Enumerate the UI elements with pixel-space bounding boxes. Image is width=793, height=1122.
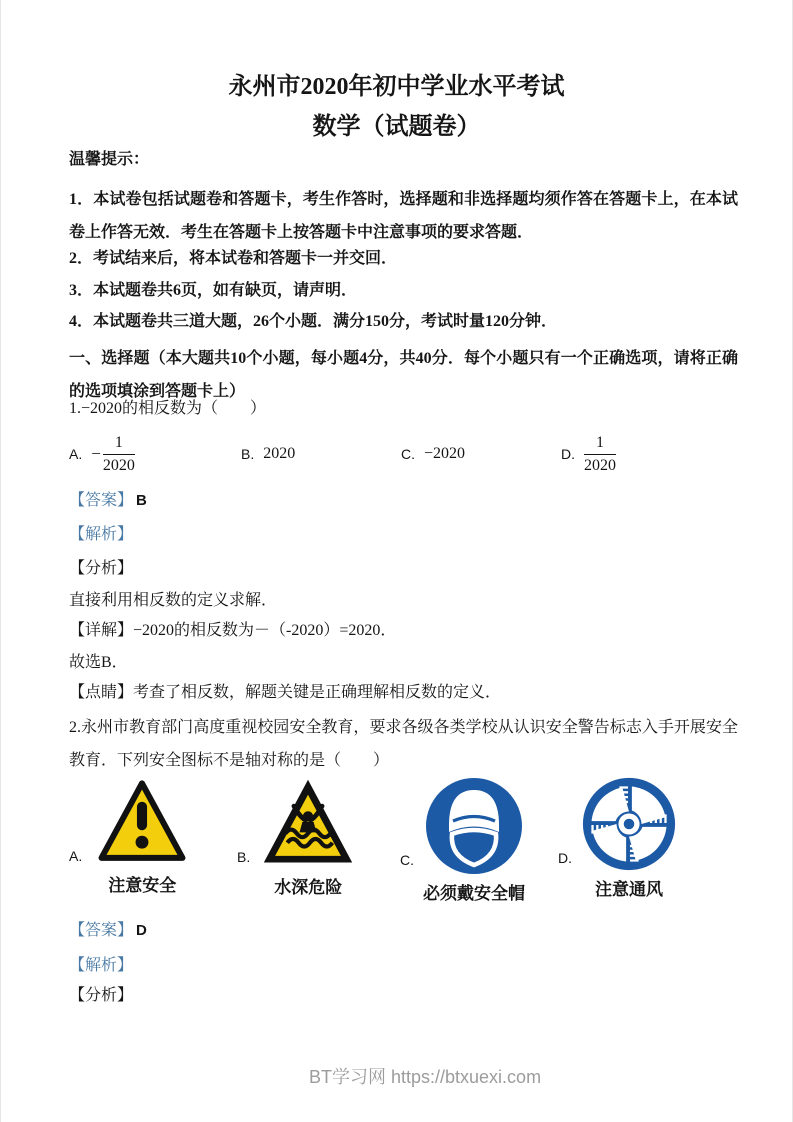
q1-detail-row: [69, 621, 738, 641]
option-value: 2020: [263, 445, 296, 462]
option-letter: D.: [558, 850, 572, 866]
watermark-site-text: BT学习网 https://btxuexi.com: [309, 1067, 542, 1087]
question2-stem: 2.永州市教育部门高度重视校园安全教育，要求各级各类学校从认识安全警告标志入手开展安全教育．下列安全图标不是轴对称的是（ ）: [69, 719, 738, 769]
minus-sign: −: [91, 444, 101, 463]
q2-option-c: [400, 776, 558, 904]
q1-option-a: [69, 432, 241, 477]
warning-triangle-icon: [91, 776, 193, 868]
option-letter: A.: [69, 848, 83, 864]
q2-option-a: [69, 776, 237, 896]
notice-item-4: 4．本试题卷共三道大题，26个小题．满分150分，考试时量120分钟．: [69, 313, 558, 330]
option-letter: B.: [237, 849, 251, 865]
q1-note-row: [69, 683, 738, 703]
notice-heading: 温馨提示：: [69, 151, 150, 168]
q1-option-b: [241, 445, 401, 463]
detail-text: −2020的相反数为－（-2020）=2020．: [133, 622, 397, 639]
notice-item-3: 3．本试题卷共6页，如有缺页，请声明．: [69, 282, 358, 299]
note-text: 考查了相反数，解题关键是正确理解相反数的定义．: [133, 684, 502, 701]
q1-analysis-text: 直接利用相反数的定义求解．: [69, 592, 278, 609]
ventilation-fan-icon: [581, 776, 677, 872]
option-letter: C.: [400, 852, 414, 868]
detail-label: 【详解】: [69, 622, 134, 639]
fraction-numerator: 1: [103, 432, 135, 455]
fraction-denominator: 2020: [584, 456, 616, 474]
section1-heading: 一、选择题（本大题共10个小题，每小题4分，共40分．每个小题只有一个正确选项，请将正确的选项填涂到答题卡上）: [69, 350, 738, 400]
option-value: −2020: [424, 445, 466, 462]
fraction: [103, 432, 135, 477]
sign-caption: 水深危险: [274, 878, 343, 897]
option-letter: B.: [241, 446, 255, 462]
fraction-numerator: 1: [584, 432, 616, 455]
answer-letter: D: [136, 922, 147, 939]
question1-options: [69, 426, 738, 482]
answer-letter: B: [136, 492, 147, 509]
option-letter: A.: [69, 446, 83, 462]
sign-caption: 注意通风: [595, 880, 663, 899]
q2-option-d: [558, 776, 752, 900]
fraction: [584, 432, 616, 477]
q1-answer-row: [69, 491, 738, 511]
question2-options: [69, 776, 752, 904]
fraction-denominator: 2020: [102, 456, 135, 474]
answer-marker: 【答案】: [69, 492, 134, 509]
question1-stem: 1.−2020的相反数为（ ）: [69, 400, 267, 417]
sign-caption: 注意安全: [108, 876, 177, 895]
option-letter: C.: [401, 446, 415, 462]
note-label: 【点睛】: [69, 684, 134, 701]
q2-answer-row: [69, 921, 738, 941]
q2-fenxi-marker: 【分析】: [69, 987, 134, 1004]
jiexi-label: 【解析】: [69, 526, 134, 543]
notice-item-1: 1．本试卷包括试题卷和答题卡，考生作答时，选择题和非选择题均须作答在答题卡上，在本试卷上作答无效．考生在答题卡上按答题卡中注意事项的要求答题．: [69, 191, 738, 241]
option-letter: D.: [561, 446, 575, 462]
q2-option-b: [237, 776, 400, 898]
paper-title-line1: 永州市2020年初中学业水平考试: [228, 74, 565, 100]
jiexi-label: 【解析】: [69, 957, 134, 974]
wear-safety-helmet-icon: [423, 776, 525, 876]
q1-conclusion: 故选B．: [69, 654, 128, 671]
deep-water-danger-icon: [259, 776, 357, 870]
q1-jiexi-marker: [69, 525, 738, 545]
q1-option-c: [401, 445, 561, 463]
sign-caption: 必须戴安全帽: [423, 884, 525, 903]
q1-fenxi-marker: 【分析】: [69, 560, 134, 577]
q1-option-d: [561, 432, 738, 477]
notice-item-2: 2．考试结来后，将本试卷和答题卡一并交回．: [69, 250, 398, 267]
answer-marker: 【答案】: [69, 922, 134, 939]
paper-title-line2: 数学（试题卷）: [312, 114, 481, 140]
q2-jiexi-marker: [69, 956, 738, 976]
